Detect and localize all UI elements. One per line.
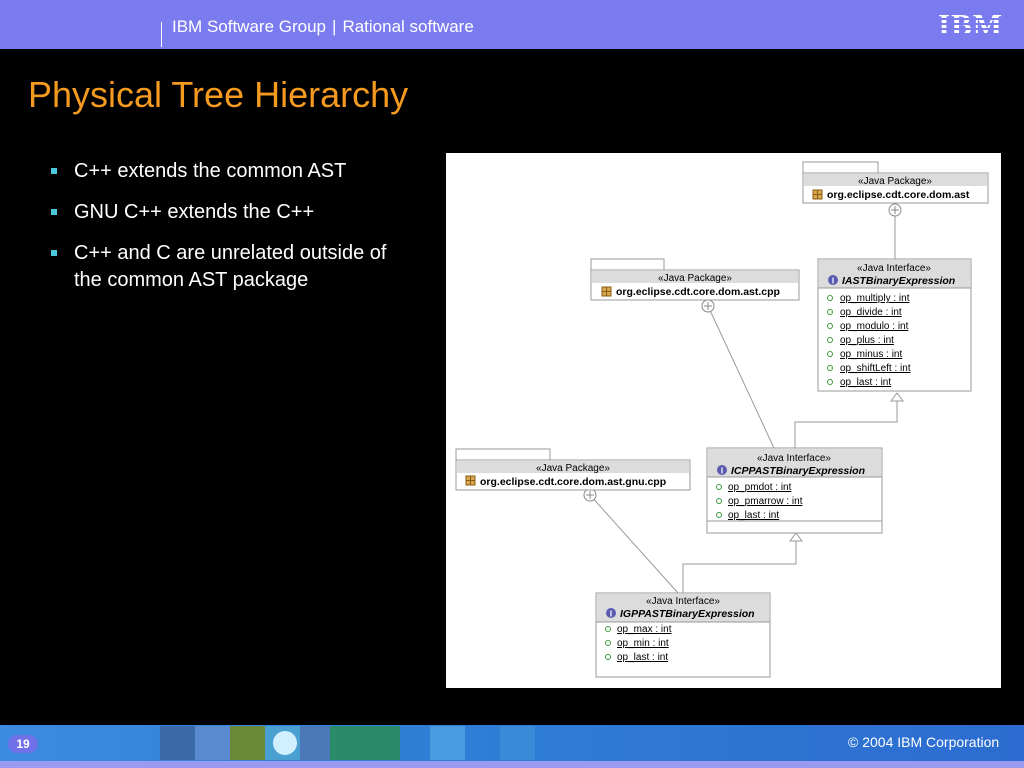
interface-name: IASTBinaryExpression bbox=[842, 275, 956, 287]
bullet-list bbox=[48, 158, 408, 308]
header-group-label: IBM Software Group bbox=[172, 17, 327, 36]
package-tab bbox=[591, 259, 664, 270]
field-label: op_minus : int bbox=[840, 349, 903, 360]
bullet-text: C++ and C are unrelated outside of the common AST package bbox=[74, 242, 387, 291]
generalization-arrow-icon bbox=[790, 533, 802, 541]
package-tab bbox=[803, 162, 878, 173]
bullet-item bbox=[48, 199, 408, 226]
field-label: op_max : int bbox=[617, 624, 672, 635]
footer-image-tile bbox=[430, 726, 465, 760]
bullet-icon bbox=[51, 168, 57, 174]
header-title bbox=[172, 17, 474, 37]
field-row bbox=[717, 482, 792, 493]
nesting-line bbox=[590, 495, 678, 593]
field-label: op_last : int bbox=[728, 510, 780, 521]
package-icon bbox=[602, 287, 611, 296]
interface-stereotype: «Java Interface» bbox=[646, 596, 720, 607]
interface-iast-binary-expression bbox=[818, 259, 971, 391]
package-stereotype: «Java Package» bbox=[658, 273, 732, 284]
field-label: op_pmarrow : int bbox=[728, 496, 803, 507]
footer-image-tile bbox=[195, 726, 230, 760]
field-row bbox=[828, 363, 911, 374]
field-label: op_pmdot : int bbox=[728, 482, 792, 493]
field-label: op_plus : int bbox=[840, 335, 894, 346]
package-dom-ast-cpp bbox=[591, 259, 799, 300]
svg-text:I: I bbox=[609, 609, 613, 619]
field-label: op_multiply : int bbox=[840, 293, 910, 304]
package-dom-ast-gnu-cpp bbox=[456, 449, 690, 490]
generalization-line bbox=[683, 533, 796, 593]
field-row bbox=[828, 293, 910, 304]
field-label: op_min : int bbox=[617, 638, 669, 649]
bullet-text: GNU C++ extends the C++ bbox=[74, 201, 315, 223]
bullet-item bbox=[48, 240, 408, 294]
interface-stereotype: «Java Interface» bbox=[857, 263, 931, 274]
footer-image-strip bbox=[160, 726, 560, 760]
bullet-item bbox=[48, 158, 408, 185]
header-separator: | bbox=[332, 17, 337, 36]
generalization-arrow-icon bbox=[891, 393, 903, 401]
package-name: org.eclipse.cdt.core.dom.ast bbox=[827, 189, 970, 201]
package-icon bbox=[813, 190, 822, 199]
footer-image-tile bbox=[500, 726, 535, 760]
interface-stereotype: «Java Interface» bbox=[757, 453, 831, 464]
interface-igppast-binary-expression bbox=[596, 593, 770, 677]
ibm-logo: IBM bbox=[938, 10, 1006, 39]
header-bar bbox=[0, 0, 1024, 49]
package-stereotype: «Java Package» bbox=[536, 463, 610, 474]
footer-stripe bbox=[0, 761, 1024, 768]
svg-text:I: I bbox=[831, 276, 835, 286]
package-tab bbox=[456, 449, 550, 460]
header-product-label: Rational software bbox=[342, 17, 474, 36]
field-label: op_modulo : int bbox=[840, 321, 909, 332]
bullet-icon bbox=[51, 250, 57, 256]
field-label: op_last : int bbox=[617, 652, 669, 663]
bullet-icon bbox=[51, 209, 57, 215]
slide-title: Physical Tree Hierarchy bbox=[28, 74, 409, 115]
uml-diagram-canvas bbox=[446, 153, 1001, 688]
footer-image-tile bbox=[160, 726, 195, 760]
footer-image-tile bbox=[230, 726, 265, 760]
copyright-text: © 2004 IBM Corporation bbox=[848, 734, 1000, 750]
generalization-line bbox=[795, 393, 897, 448]
package-dom-ast bbox=[803, 162, 988, 203]
footer-image-tile bbox=[300, 726, 330, 760]
package-icon bbox=[466, 476, 475, 485]
interface-name: ICPPASTBinaryExpression bbox=[731, 465, 866, 477]
package-name: org.eclipse.cdt.core.dom.ast.gnu.cpp bbox=[480, 476, 667, 488]
field-row bbox=[717, 496, 803, 507]
interface-icppast-binary-expression bbox=[707, 448, 882, 533]
footer-image-tile bbox=[265, 726, 300, 760]
interface-name: IGPPASTBinaryExpression bbox=[620, 608, 755, 620]
field-row bbox=[828, 321, 909, 332]
package-stereotype: «Java Package» bbox=[858, 176, 932, 187]
bullet-text: C++ extends the common AST bbox=[74, 160, 347, 182]
uml-diagram bbox=[446, 153, 1001, 688]
header-divider bbox=[161, 22, 162, 47]
nesting-line bbox=[708, 306, 774, 448]
field-label: op_divide : int bbox=[840, 307, 902, 318]
field-label: op_shiftLeft : int bbox=[840, 363, 911, 374]
field-label: op_last : int bbox=[840, 377, 892, 388]
footer-image-tile bbox=[330, 726, 400, 760]
package-name: org.eclipse.cdt.core.dom.ast.cpp bbox=[616, 286, 780, 298]
page-number-badge: 19 bbox=[8, 735, 38, 753]
svg-text:I: I bbox=[720, 466, 724, 476]
